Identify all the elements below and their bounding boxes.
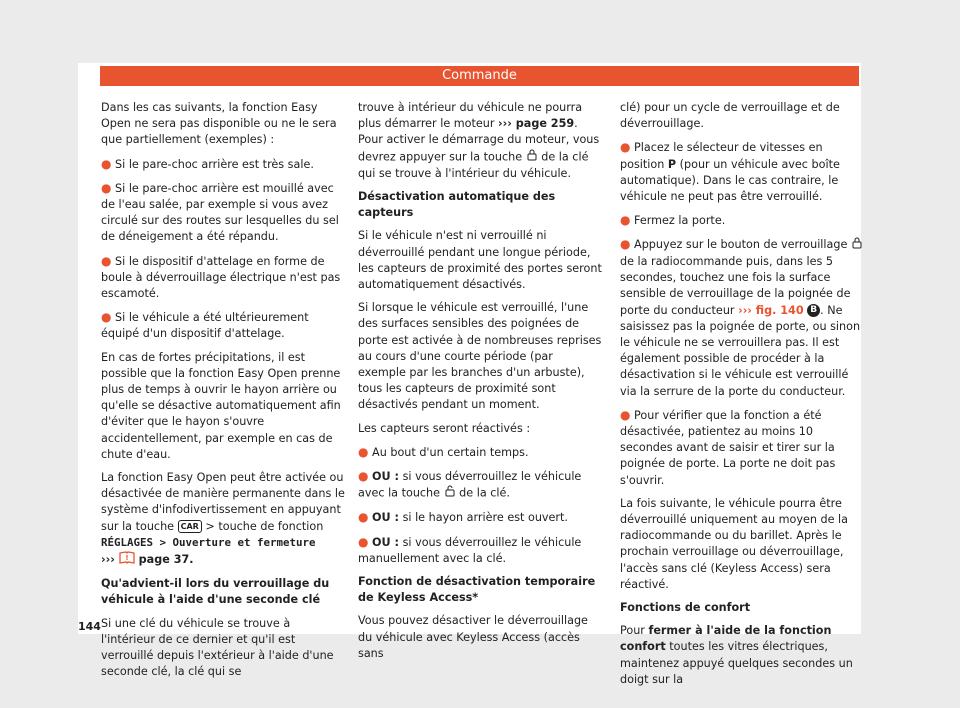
paragraph: Si le véhicule n'est ni verrouillé ni déverrouillé pendant une longue période, les capteurs de proximité des portes seront automatiquement désactivés. bbox=[358, 229, 602, 292]
warning-book-icon bbox=[119, 551, 135, 569]
subheading: Fonctions de confort bbox=[620, 601, 751, 615]
paragraph: La fois suivante, le véhicule pourra être déverrouillé uniquement au moyen de la radiocommande ou du barillet. Après le prochain verrouillage ou déverrouillage, l'accès sans clé (Keyless Access) sera réactivé. bbox=[620, 496, 849, 591]
paragraph: Vous pouvez désactiver le déverrouillage du véhicule avec Keyless Access (accès sans bbox=[358, 614, 588, 660]
svg-text:!: ! bbox=[125, 554, 129, 563]
bullet-icon: ● bbox=[101, 310, 112, 325]
subheading: Qu'advient-il lors du verrouillage du véhicule à l'aide d'une seconde clé bbox=[101, 577, 330, 607]
bullet-icon: ● bbox=[358, 534, 369, 549]
bullet-icon: ● bbox=[358, 510, 369, 525]
list-item: ● Au bout d'un certain temps. bbox=[358, 444, 529, 459]
car-key-button-icon bbox=[526, 149, 538, 166]
list-item: ● OU : si vous déverrouillez le véhicule avec la touche de la clé. bbox=[358, 468, 604, 502]
unlock-icon bbox=[444, 485, 456, 502]
bullet-icon: ● bbox=[101, 253, 112, 268]
column-3 bbox=[620, 100, 866, 695]
page-reference-link[interactable]: ››› page 259 bbox=[498, 117, 575, 131]
list-item: ● Si le véhicule a été ultérieurement équipé d'un dispositif d'attelage. bbox=[101, 310, 309, 341]
list-item: ● Si le dispositif d'attelage en forme de boule à déverrouillage électrique n'est pas escamoté. bbox=[101, 253, 341, 301]
figure-reference-link[interactable]: ››› fig. 140 bbox=[738, 303, 804, 317]
list-item: ● Si le pare-choc arrière est mouillé avec de l'eau salée, par exemple si vous avez circulé sur des routes sur lesquelles du sel de déneigement a été répandu. bbox=[101, 180, 339, 244]
paragraph: Si une clé du véhicule se trouve à l'intérieur de ce dernier et qu'il est verrouillé depuis l'extérieur à l'aide d'une seconde clé, la clé qui se bbox=[101, 616, 334, 679]
list-item: ● OU : si vous déverrouillez le véhicule manuellement avec la clé. bbox=[358, 534, 582, 565]
page-reference-link[interactable]: ››› ! page 37. bbox=[101, 553, 194, 566]
lock-icon bbox=[851, 237, 863, 254]
section-header: Commande bbox=[100, 66, 859, 86]
paragraph: clé) pour un cycle de verrouillage et de déverrouillage. bbox=[620, 101, 840, 131]
intro-paragraph: Dans les cas suivants, la fonction Easy Open ne sera pas disponible ou ne le sera que partiellement (exemples) : bbox=[101, 101, 337, 147]
bullet-icon: ● bbox=[101, 180, 112, 195]
bullet-icon: ● bbox=[358, 444, 369, 459]
subheading: Fonction de désactivation temporaire de Keyless Access* bbox=[358, 575, 596, 605]
menu-path: RÉGLAGES > Ouverture et fermeture bbox=[101, 535, 316, 549]
page-number: 144 bbox=[78, 620, 101, 633]
bullet-icon: ● bbox=[620, 213, 631, 228]
car-key-icon: CAR bbox=[178, 520, 202, 533]
bullet-icon: ● bbox=[101, 156, 112, 171]
bullet-icon: ● bbox=[620, 237, 631, 252]
bullet-icon: ● bbox=[620, 140, 631, 155]
bullet-icon: ● bbox=[358, 469, 369, 484]
paragraph: Si lorsque le véhicule est verrouillé, l'une des surfaces sensibles des poignées de porte est activée à de nombreuses reprises au cours d'une courte période (par exemple par les branches d'un arbuste), tous les capteurs de proximité sont désactivés pendant un moment. bbox=[358, 301, 602, 412]
list-item: ● Appuyez sur le bouton de verrouillage de la radiocommande puis, dans les 5 secondes, touchez une fois la surface sensible de verrouillage de la poignée de porte du conducteur ››› fig. 140 B . Ne saisissez pas la poignée de porte, ou sinon le véhicule ne se verrouillera pas. Il est également possible de procéder à la désactivation si le véhicule est verrouillé via la serrure de la porte du conducteur. bbox=[620, 236, 866, 399]
bullet-icon: ● bbox=[620, 407, 631, 422]
list-item: ● Placez le sélecteur de vitesses en position P (pour un véhicule avec boîte automatique). Dans le cas contraire, le véhicule ne peut pas être verrouillé. bbox=[620, 140, 840, 204]
list-item: ● OU : si le hayon arrière est ouvert. bbox=[358, 510, 568, 525]
subheading: Désactivation automatique des capteurs bbox=[358, 190, 556, 220]
figure-marker-b: B bbox=[807, 304, 820, 317]
paragraph: Pour fermer à l'aide de la fonction confort toutes les vitres électriques, maintenez appuyé quelques secondes un doigt sur la bbox=[620, 624, 853, 686]
paragraph: En cas de fortes précipitations, il est possible que la fonction Easy Open prenne plus de temps à ouvrir le hayon arrière ou qu'elle se désactive automatiquement afin d'éviter que le hayon s'ouvre accidentellement, par exemple en cas de chute d'eau. bbox=[101, 350, 341, 461]
list-item: ● Pour vérifier que la fonction a été désactivée, patientez au moins 10 secondes avant de saisir et tirer sur la poignée de porte. La porte ne doit pas s'ouvrir. bbox=[620, 407, 836, 487]
paragraph: trouve à intérieur du véhicule ne pourra plus démarrer le moteur ››› page 259. Pour activer le démarrage du moteur, vous devrez appuyer sur la touche de la clé qui se trouve à l'intérieur du véhicule. bbox=[358, 101, 600, 180]
list-item: ● Fermez la porte. bbox=[620, 213, 726, 228]
list-item: ● Si le pare-choc arrière est très sale. bbox=[101, 156, 314, 171]
column-2 bbox=[358, 100, 604, 669]
paragraph: La fonction Easy Open peut être activée ou désactivée de manière permanente dans le système d'infodivertissement en appuyant sur la touche CAR > touche de fonction RÉGLAGES > Ouverture et fermeture ››› ! page 37. bbox=[101, 470, 347, 569]
paragraph: Les capteurs seront réactivés : bbox=[358, 421, 531, 435]
column-1 bbox=[101, 100, 347, 688]
